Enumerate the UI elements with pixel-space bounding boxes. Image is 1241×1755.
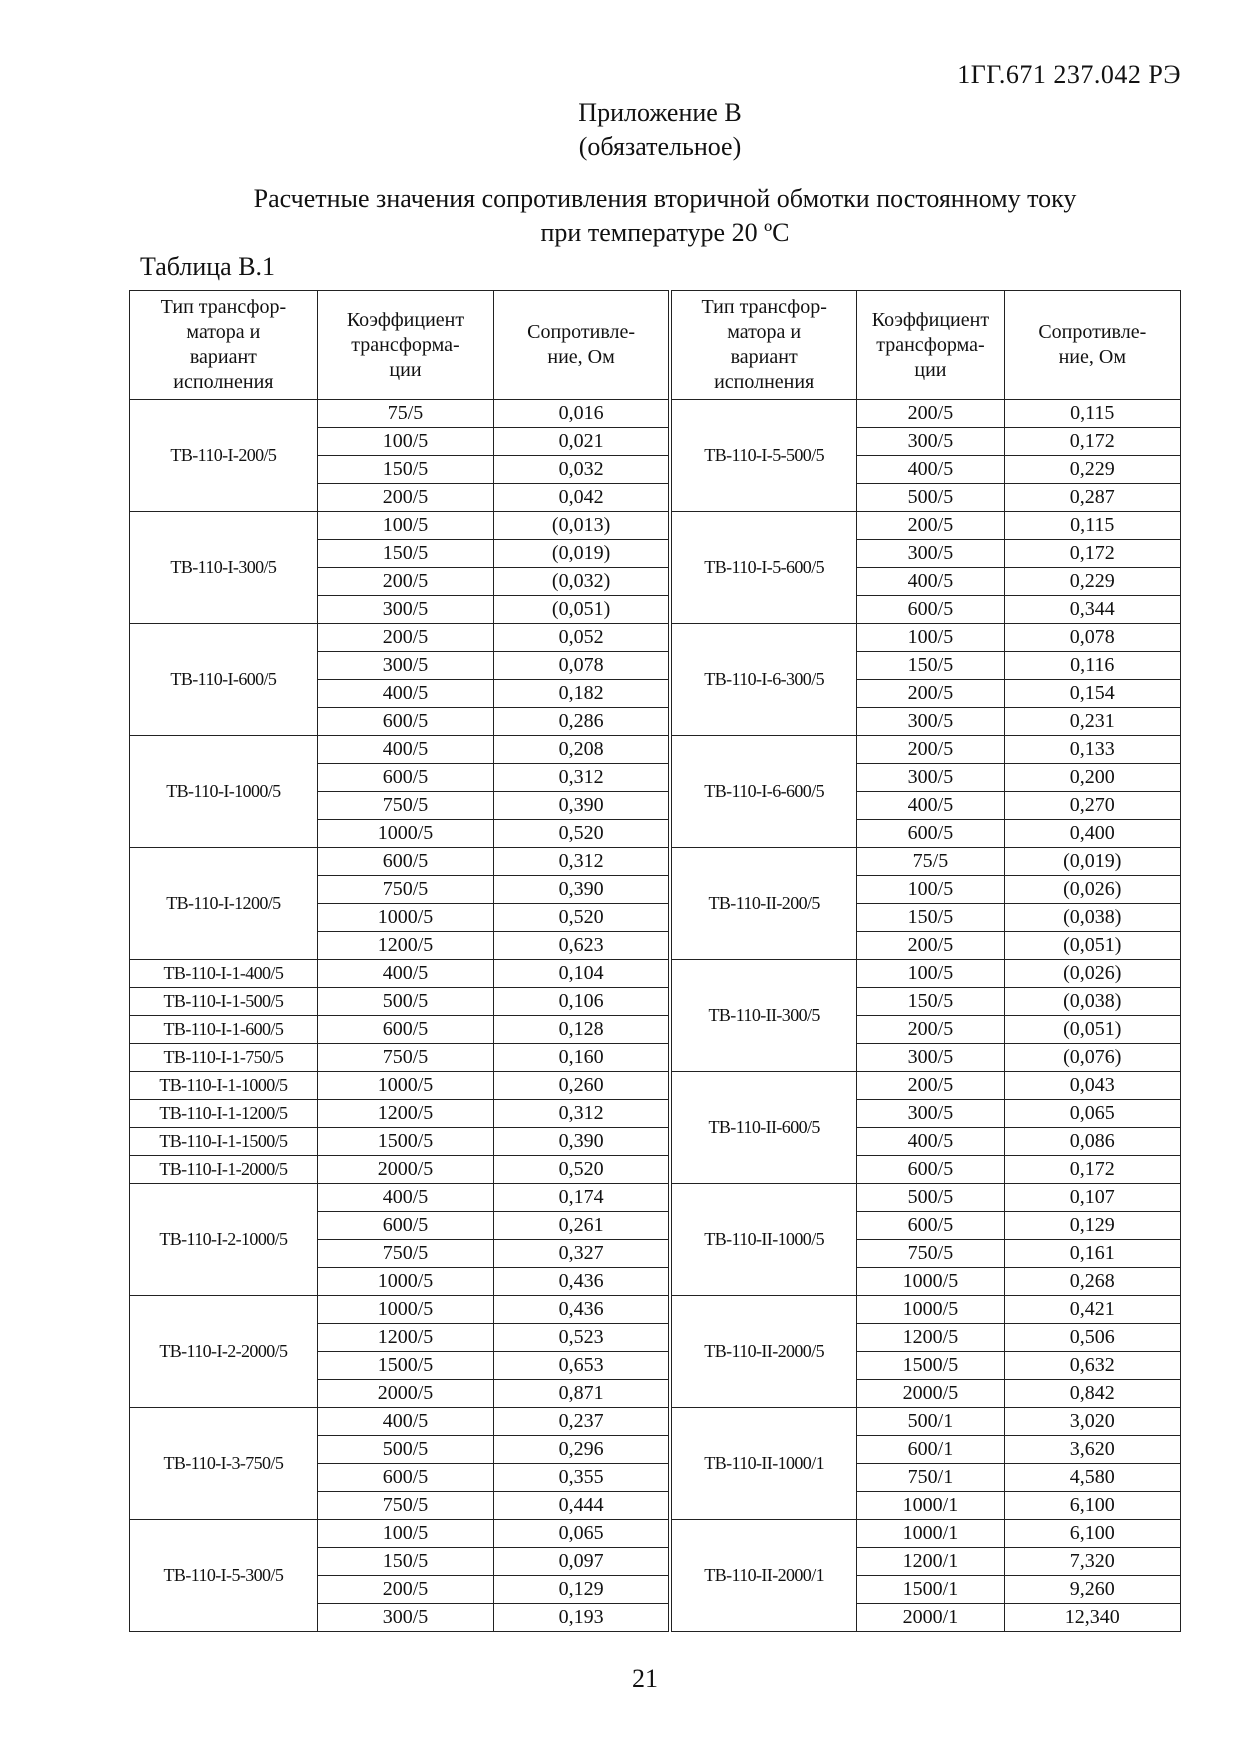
transformer-type-cell: ТВ-110-I-6-600/5	[670, 736, 857, 848]
ratio-cell: 750/1	[857, 1464, 1004, 1492]
ratio-cell: 750/5	[317, 1044, 493, 1072]
appendix-subtitle: (обязательное)	[578, 132, 742, 161]
ratio-cell: 100/5	[857, 960, 1004, 988]
ratio-cell: 300/5	[857, 708, 1004, 736]
ratio-cell: 600/5	[857, 820, 1004, 848]
table-row	[130, 1156, 1181, 1184]
resistance-cell: 0,065	[494, 1520, 670, 1548]
table-header-row	[130, 291, 1181, 400]
resistance-cell: 0,653	[494, 1352, 670, 1380]
resistance-cell: 9,260	[1004, 1576, 1180, 1604]
transformer-type-cell: ТВ-110-I-200/5	[130, 400, 318, 512]
table-row	[130, 960, 1181, 988]
resistance-cell: (0,038)	[1004, 904, 1180, 932]
ratio-cell: 100/5	[317, 512, 493, 540]
resistance-cell: 0,172	[1004, 1156, 1180, 1184]
transformer-type-cell: ТВ-110-I-1-1500/5	[130, 1128, 318, 1156]
resistance-cell: 0,021	[494, 428, 670, 456]
ratio-cell: 400/5	[317, 680, 493, 708]
ratio-cell: 300/5	[857, 428, 1004, 456]
table-label: Таблица В.1	[140, 252, 276, 281]
transformer-type-cell: ТВ-110-I-1000/5	[130, 736, 318, 848]
resistance-cell: (0,026)	[1004, 876, 1180, 904]
ratio-cell: 150/5	[857, 652, 1004, 680]
table-row	[130, 848, 1181, 876]
resistance-cell: 0,172	[1004, 540, 1180, 568]
transformer-type-cell: ТВ-110-I-2-2000/5	[130, 1296, 318, 1408]
resistance-cell: 0,344	[1004, 596, 1180, 624]
ratio-cell: 2000/5	[857, 1380, 1004, 1408]
ratio-cell: 600/5	[317, 1016, 493, 1044]
resistance-cell: 0,208	[494, 736, 670, 764]
ratio-cell: 150/5	[317, 1548, 493, 1576]
ratio-cell: 200/5	[857, 1072, 1004, 1100]
resistance-cell: 0,172	[1004, 428, 1180, 456]
ratio-cell: 400/5	[317, 960, 493, 988]
resistance-cell: 0,107	[1004, 1184, 1180, 1212]
table-row	[130, 1184, 1181, 1212]
resistance-cell: (0,032)	[494, 568, 670, 596]
resistance-cell: 0,506	[1004, 1324, 1180, 1352]
ratio-cell: 200/5	[857, 512, 1004, 540]
table-row	[130, 1296, 1181, 1324]
transformer-type-cell: ТВ-110-I-1-2000/5	[130, 1156, 318, 1184]
ratio-cell: 200/5	[857, 1016, 1004, 1044]
ratio-cell: 100/5	[857, 876, 1004, 904]
resistance-cell: 0,182	[494, 680, 670, 708]
ratio-cell: 400/5	[857, 1128, 1004, 1156]
ratio-cell: 1200/1	[857, 1548, 1004, 1576]
resistance-cell: 0,106	[494, 988, 670, 1016]
resistance-cell: 0,128	[494, 1016, 670, 1044]
resistance-cell: 0,286	[494, 708, 670, 736]
resistance-cell: 0,261	[494, 1212, 670, 1240]
ratio-cell: 100/5	[857, 624, 1004, 652]
table-row	[130, 1520, 1181, 1548]
appendix-header	[0, 96, 1241, 164]
ratio-cell: 400/5	[317, 736, 493, 764]
ratio-cell: 1000/5	[317, 904, 493, 932]
ratio-cell: 600/5	[317, 764, 493, 792]
ratio-cell: 200/5	[317, 484, 493, 512]
resistance-cell: 0,174	[494, 1184, 670, 1212]
resistance-cell: 0,421	[1004, 1296, 1180, 1324]
ratio-cell: 300/5	[317, 596, 493, 624]
resistance-cell: 3,620	[1004, 1436, 1180, 1464]
ratio-cell: 500/5	[317, 988, 493, 1016]
transformer-type-cell: ТВ-110-I-6-300/5	[670, 624, 857, 736]
resistance-cell: (0,013)	[494, 512, 670, 540]
resistance-cell: (0,051)	[1004, 1016, 1180, 1044]
ratio-cell: 200/5	[857, 680, 1004, 708]
transformer-type-cell: ТВ-110-II-1000/1	[670, 1408, 857, 1520]
resistance-cell: 0,355	[494, 1464, 670, 1492]
resistance-table	[129, 290, 1181, 1632]
table-row	[130, 1072, 1181, 1100]
ratio-cell: 1000/5	[317, 1072, 493, 1100]
transformer-type-cell: ТВ-110-I-5-300/5	[130, 1520, 318, 1632]
ratio-cell: 2000/5	[317, 1380, 493, 1408]
resistance-cell: 0,260	[494, 1072, 670, 1100]
table-heading	[0, 182, 1241, 250]
transformer-type-cell: ТВ-110-I-2-1000/5	[130, 1184, 318, 1296]
resistance-cell: 0,327	[494, 1240, 670, 1268]
ratio-cell: 1500/5	[317, 1352, 493, 1380]
resistance-cell: 0,161	[1004, 1240, 1180, 1268]
ratio-cell: 500/5	[857, 484, 1004, 512]
resistance-cell: 0,400	[1004, 820, 1180, 848]
ratio-cell: 400/5	[857, 792, 1004, 820]
resistance-cell: 0,390	[494, 792, 670, 820]
ratio-cell: 75/5	[317, 400, 493, 428]
table-row	[130, 1100, 1181, 1128]
ratio-cell: 300/5	[857, 764, 1004, 792]
resistance-cell: 0,520	[494, 1156, 670, 1184]
ratio-cell: 100/5	[317, 428, 493, 456]
transformer-type-cell: ТВ-110-I-300/5	[130, 512, 318, 624]
resistance-cell: 0,237	[494, 1408, 670, 1436]
ratio-cell: 150/5	[857, 988, 1004, 1016]
transformer-type-cell: ТВ-110-I-600/5	[130, 624, 318, 736]
resistance-cell: 0,129	[1004, 1212, 1180, 1240]
resistance-cell: 0,115	[1004, 512, 1180, 540]
ratio-cell: 750/5	[317, 1240, 493, 1268]
resistance-cell: 0,312	[494, 848, 670, 876]
resistance-cell: 3,020	[1004, 1408, 1180, 1436]
ratio-cell: 200/5	[857, 932, 1004, 960]
ratio-cell: 750/5	[857, 1240, 1004, 1268]
ratio-cell: 600/5	[317, 1464, 493, 1492]
ratio-cell: 150/5	[317, 540, 493, 568]
table-body	[130, 400, 1181, 1632]
heading-line-2: при температуре 20 ºС	[540, 218, 790, 247]
resistance-cell: 0,268	[1004, 1268, 1180, 1296]
ratio-cell: 1000/5	[317, 820, 493, 848]
ratio-cell: 1000/5	[317, 1268, 493, 1296]
transformer-type-cell: ТВ-110-II-1000/5	[670, 1184, 857, 1296]
header-ratio-left: Коэффициент трансформа- ции	[317, 291, 493, 400]
ratio-cell: 150/5	[317, 456, 493, 484]
ratio-cell: 750/5	[317, 1492, 493, 1520]
transformer-type-cell: ТВ-110-I-3-750/5	[130, 1408, 318, 1520]
ratio-cell: 100/5	[317, 1520, 493, 1548]
table-row	[130, 1044, 1181, 1072]
resistance-cell: 0,312	[494, 764, 670, 792]
transformer-type-cell: ТВ-110-I-5-500/5	[670, 400, 857, 512]
ratio-cell: 750/5	[317, 792, 493, 820]
table-row	[130, 736, 1181, 764]
ratio-cell: 600/5	[317, 1212, 493, 1240]
header-type-left: Тип трансфор- матора и вариант исполнения	[130, 291, 318, 400]
resistance-cell: 12,340	[1004, 1604, 1180, 1632]
table-row	[130, 512, 1181, 540]
resistance-cell: 4,580	[1004, 1464, 1180, 1492]
resistance-cell: 0,154	[1004, 680, 1180, 708]
ratio-cell: 400/5	[317, 1184, 493, 1212]
header-resistance-left: Сопротивле- ние, Ом	[494, 291, 670, 400]
resistance-cell: 7,320	[1004, 1548, 1180, 1576]
ratio-cell: 300/5	[317, 1604, 493, 1632]
table-row	[130, 1128, 1181, 1156]
table-row	[130, 624, 1181, 652]
ratio-cell: 1200/5	[317, 1324, 493, 1352]
table-row	[130, 988, 1181, 1016]
transformer-type-cell: ТВ-110-I-1-1000/5	[130, 1072, 318, 1100]
transformer-type-cell: ТВ-110-I-1-400/5	[130, 960, 318, 988]
transformer-type-cell: ТВ-110-II-300/5	[670, 960, 857, 1072]
ratio-cell: 1000/5	[317, 1296, 493, 1324]
transformer-type-cell: ТВ-110-I-1-750/5	[130, 1044, 318, 1072]
resistance-cell: 0,032	[494, 456, 670, 484]
resistance-cell: (0,019)	[494, 540, 670, 568]
transformer-type-cell: ТВ-110-I-1-600/5	[130, 1016, 318, 1044]
ratio-cell: 600/1	[857, 1436, 1004, 1464]
transformer-type-cell: ТВ-110-II-200/5	[670, 848, 857, 960]
ratio-cell: 2000/1	[857, 1604, 1004, 1632]
transformer-type-cell: ТВ-110-II-600/5	[670, 1072, 857, 1184]
table-row	[130, 1016, 1181, 1044]
ratio-cell: 200/5	[317, 568, 493, 596]
resistance-cell: (0,051)	[1004, 932, 1180, 960]
transformer-type-cell: ТВ-110-I-1200/5	[130, 848, 318, 960]
ratio-cell: 300/5	[857, 1100, 1004, 1128]
resistance-cell: 0,520	[494, 904, 670, 932]
ratio-cell: 600/5	[857, 1212, 1004, 1240]
resistance-cell: 0,097	[494, 1548, 670, 1576]
resistance-cell: 0,129	[494, 1576, 670, 1604]
resistance-cell: 0,115	[1004, 400, 1180, 428]
resistance-cell: 0,200	[1004, 764, 1180, 792]
ratio-cell: 1200/5	[317, 932, 493, 960]
ratio-cell: 600/5	[317, 708, 493, 736]
transformer-type-cell: ТВ-110-I-1-500/5	[130, 988, 318, 1016]
ratio-cell: 300/5	[857, 540, 1004, 568]
ratio-cell: 1500/1	[857, 1576, 1004, 1604]
resistance-cell: 0,444	[494, 1492, 670, 1520]
heading-line-1: Расчетные значения сопротивления вторичной обмотки постоянному току	[253, 184, 1077, 213]
ratio-cell: 400/5	[857, 456, 1004, 484]
resistance-cell: 0,871	[494, 1380, 670, 1408]
ratio-cell: 300/5	[857, 1044, 1004, 1072]
resistance-cell: 0,229	[1004, 568, 1180, 596]
ratio-cell: 200/5	[857, 736, 1004, 764]
ratio-cell: 150/5	[857, 904, 1004, 932]
ratio-cell: 2000/5	[317, 1156, 493, 1184]
resistance-cell: 0,078	[494, 652, 670, 680]
header-resistance-right: Сопротивле- ние, Ом	[1004, 291, 1180, 400]
appendix-title: Приложение В	[578, 98, 742, 127]
resistance-cell: (0,026)	[1004, 960, 1180, 988]
header-ratio-right: Коэффициент трансформа- ции	[857, 291, 1004, 400]
resistance-cell: 0,436	[494, 1296, 670, 1324]
resistance-cell: (0,019)	[1004, 848, 1180, 876]
ratio-cell: 1200/5	[857, 1324, 1004, 1352]
resistance-cell: 0,231	[1004, 708, 1180, 736]
resistance-cell: 0,133	[1004, 736, 1180, 764]
ratio-cell: 600/5	[857, 1156, 1004, 1184]
transformer-type-cell: ТВ-110-II-2000/1	[670, 1520, 857, 1632]
page-number: 21	[632, 1664, 658, 1693]
ratio-cell: 1000/5	[857, 1268, 1004, 1296]
resistance-cell: (0,076)	[1004, 1044, 1180, 1072]
ratio-cell: 400/5	[857, 568, 1004, 596]
resistance-cell: 0,086	[1004, 1128, 1180, 1156]
ratio-cell: 400/5	[317, 1408, 493, 1436]
resistance-cell: 0,042	[494, 484, 670, 512]
resistance-cell: (0,051)	[494, 596, 670, 624]
ratio-cell: 1500/5	[857, 1352, 1004, 1380]
resistance-cell: (0,038)	[1004, 988, 1180, 1016]
resistance-cell: 0,436	[494, 1268, 670, 1296]
transformer-type-cell: ТВ-110-I-5-600/5	[670, 512, 857, 624]
transformer-type-cell: ТВ-110-II-2000/5	[670, 1296, 857, 1408]
ratio-cell: 200/5	[317, 1576, 493, 1604]
resistance-cell: 0,523	[494, 1324, 670, 1352]
ratio-cell: 1000/1	[857, 1492, 1004, 1520]
ratio-cell: 500/5	[317, 1436, 493, 1464]
document-number: 1ГГ.671 237.042 РЭ	[957, 60, 1181, 89]
resistance-cell: 0,312	[494, 1100, 670, 1128]
resistance-cell: 0,520	[494, 820, 670, 848]
resistance-cell: 0,287	[1004, 484, 1180, 512]
ratio-cell: 600/5	[317, 848, 493, 876]
resistance-cell: 0,390	[494, 876, 670, 904]
resistance-cell: 0,632	[1004, 1352, 1180, 1380]
ratio-cell: 300/5	[317, 652, 493, 680]
resistance-cell: 0,623	[494, 932, 670, 960]
resistance-cell: 0,193	[494, 1604, 670, 1632]
ratio-cell: 600/5	[857, 596, 1004, 624]
table-row	[130, 400, 1181, 428]
resistance-cell: 0,160	[494, 1044, 670, 1072]
resistance-cell: 0,116	[1004, 652, 1180, 680]
resistance-cell: 0,065	[1004, 1100, 1180, 1128]
resistance-cell: 0,229	[1004, 456, 1180, 484]
resistance-cell: 0,104	[494, 960, 670, 988]
ratio-cell: 500/1	[857, 1408, 1004, 1436]
resistance-cell: 0,052	[494, 624, 670, 652]
ratio-cell: 500/5	[857, 1184, 1004, 1212]
resistance-cell: 0,043	[1004, 1072, 1180, 1100]
ratio-cell: 200/5	[317, 624, 493, 652]
ratio-cell: 75/5	[857, 848, 1004, 876]
resistance-cell: 6,100	[1004, 1492, 1180, 1520]
resistance-cell: 0,016	[494, 400, 670, 428]
resistance-cell: 6,100	[1004, 1520, 1180, 1548]
ratio-cell: 1000/5	[857, 1296, 1004, 1324]
ratio-cell: 1500/5	[317, 1128, 493, 1156]
table-row	[130, 1408, 1181, 1436]
resistance-cell: 0,270	[1004, 792, 1180, 820]
ratio-cell: 1200/5	[317, 1100, 493, 1128]
ratio-cell: 750/5	[317, 876, 493, 904]
ratio-cell: 200/5	[857, 400, 1004, 428]
resistance-cell: 0,078	[1004, 624, 1180, 652]
header-type-right: Тип трансфор- матора и вариант исполнения	[670, 291, 857, 400]
resistance-cell: 0,842	[1004, 1380, 1180, 1408]
resistance-cell: 0,296	[494, 1436, 670, 1464]
resistance-cell: 0,390	[494, 1128, 670, 1156]
transformer-type-cell: ТВ-110-I-1-1200/5	[130, 1100, 318, 1128]
ratio-cell: 1000/1	[857, 1520, 1004, 1548]
